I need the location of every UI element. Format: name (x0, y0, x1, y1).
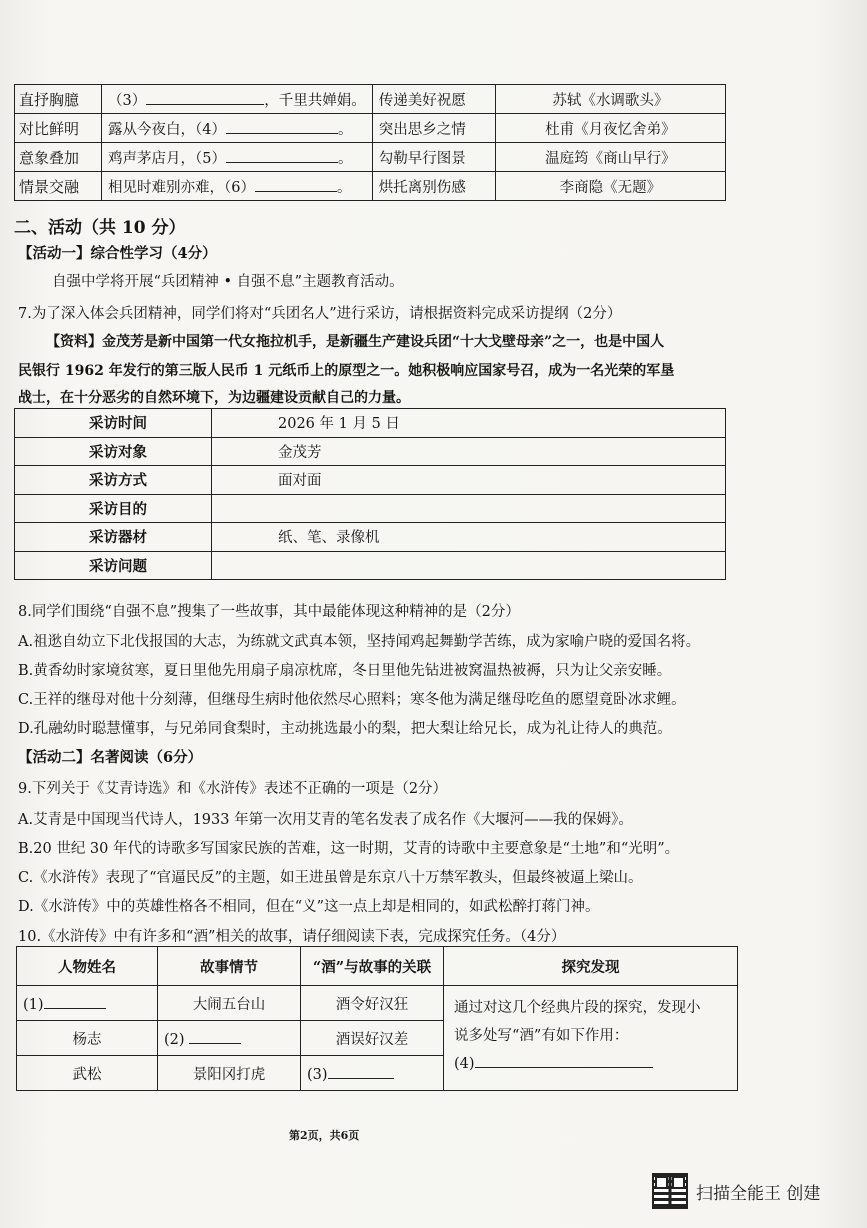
interview-key: 采访器材 (15, 523, 212, 552)
qr-code-icon (652, 1173, 688, 1209)
material-line: 战士，在十分恶劣的自然环境下，为边疆建设贡献自己的力量。 (18, 390, 410, 406)
question-7: 7.为了深入体会兵团精神，同学们将对“兵团名人”进行采访，请根据资料完成采访提纲（2分） (18, 306, 622, 322)
link-cell: (3) (301, 1056, 444, 1091)
answer-blank[interactable] (328, 1064, 394, 1079)
poem-technique-table (14, 84, 726, 201)
answer-blank[interactable] (226, 119, 338, 134)
effect-cell: 传递美好祝愿 (372, 85, 495, 114)
question-8: 8.同学们围绕“自强不息”搜集了一些故事，其中最能体现这种精神的是（2分） (18, 604, 520, 620)
column-header: “酒”与故事的关联 (301, 947, 444, 986)
activity1-title: 【活动一】综合性学习（4分） (18, 245, 217, 262)
poem-line-cell: （3） ，千里共婵娟。 (102, 85, 373, 114)
name-cell: 武松 (17, 1056, 158, 1091)
answer-blank[interactable] (44, 994, 106, 1009)
table-row (15, 437, 726, 466)
interview-key: 采访目的 (15, 494, 212, 523)
source-cell: 苏轼《水调歌头》 (495, 85, 725, 114)
finding-text: 说多处写“酒”有如下作用： (454, 1028, 629, 1044)
interview-key: 采访时间 (15, 409, 212, 438)
interview-answer-field[interactable] (212, 494, 726, 523)
effect-cell: 勾勒早行图景 (372, 143, 495, 172)
plot-cell: 景阳冈打虎 (158, 1056, 301, 1091)
table-row (15, 114, 726, 143)
effect-cell: 突出思乡之情 (372, 114, 495, 143)
table-row (15, 409, 726, 438)
scanner-brand (652, 1173, 820, 1209)
option-c[interactable]: C.《水浒传》表现了“官逼民反”的主题，如王进虽曾是东京八十万禁军教头，但最终被逼上梁山。 (18, 870, 643, 886)
finding-cell (444, 986, 738, 1091)
table-row (15, 494, 726, 523)
question-10: 10.《水浒传》中有许多和“酒”相关的故事，请仔细阅读下表，完成探究任务。（4分） (18, 929, 566, 945)
source-cell: 杜甫《月夜忆舍弟》 (495, 114, 725, 143)
interview-value: 金茂芳 (212, 437, 726, 466)
table-row (15, 466, 726, 495)
answer-blank[interactable] (255, 177, 337, 192)
page-number: 第2页，共6页 (289, 1129, 360, 1142)
interview-answer-field[interactable] (212, 551, 726, 580)
table-header-row (17, 947, 738, 986)
interview-key: 采访方式 (15, 466, 212, 495)
column-header: 探究发现 (444, 947, 738, 986)
poem-line-cell: 鸡声茅店月，（5） 。 (102, 143, 373, 172)
source-cell: 温庭筠《商山早行》 (495, 143, 725, 172)
answer-blank[interactable] (475, 1053, 653, 1068)
column-header: 故事情节 (158, 947, 301, 986)
section-title: 二、活动（共 10 分） (14, 218, 186, 238)
table-row (15, 85, 726, 114)
technique-cell: 直抒胸臆 (15, 85, 102, 114)
interview-value: 纸、笔、录像机 (212, 523, 726, 552)
table-row (15, 143, 726, 172)
table-row (15, 551, 726, 580)
water-margin-table (16, 946, 738, 1091)
finding-text: 通过对这几个经典片段的探究，发现小 (454, 1000, 701, 1016)
interview-key: 采访问题 (15, 551, 212, 580)
technique-cell: 对比鲜明 (15, 114, 102, 143)
poem-line-cell: 相见时难别亦难，（6） 。 (102, 172, 373, 201)
answer-blank[interactable] (146, 90, 264, 105)
plot-cell: 大闹五台山 (158, 986, 301, 1021)
answer-blank[interactable] (226, 148, 338, 163)
material-line: 【资料】金茂芳是新中国第一代女拖拉机手，是新疆生产建设兵团“十大戈壁母亲”之一，也是中国人 (46, 334, 665, 350)
option-b[interactable]: B.黄香幼时家境贫寒，夏日里他先用扇子扇凉枕席，冬日里他先钻进被窝温热被褥，只为让父亲安睡。 (18, 663, 672, 679)
technique-cell: 情景交融 (15, 172, 102, 201)
column-header: 人物姓名 (17, 947, 158, 986)
table-row (15, 523, 726, 552)
name-cell: 杨志 (17, 1021, 158, 1056)
option-c[interactable]: C.王祥的继母对他十分刻薄，但继母生病时他依然尽心照料；寒冬他为满足继母吃鱼的愿望竟卧冰求鲤。 (18, 692, 686, 708)
source-cell: 李商隐《无题》 (495, 172, 725, 201)
interview-value: 2026 年 1 月 5 日 (212, 409, 726, 438)
option-d[interactable]: D.孔融幼时聪慧懂事，与兄弟同食梨时，主动挑选最小的梨，把大梨让给兄长，成为礼让待人的典范。 (18, 721, 672, 737)
option-a[interactable]: A.艾青是中国现当代诗人，1933 年第一次用艾青的笔名发表了成名作《大堰河——我的保姆》。 (18, 812, 633, 828)
interview-value: 面对面 (212, 466, 726, 495)
material-line: 民银行 1962 年发行的第三版人民币 1 元纸币上的原型之一。她积极响应国家号召，成为一名光荣的军垦 (18, 363, 675, 379)
effect-cell: 烘托离别伤感 (372, 172, 495, 201)
plot-cell: (2) (158, 1021, 301, 1056)
link-cell: 酒误好汉差 (301, 1021, 444, 1056)
finding-answer: (4) (454, 1050, 727, 1078)
activity-intro: 自强中学将开展“兵团精神 • 自强不息”主题教育活动。 (52, 274, 404, 290)
poem-line-cell: 露从今夜白，（4） 。 (102, 114, 373, 143)
table-row (17, 986, 738, 1021)
table-row (15, 172, 726, 201)
option-a[interactable]: A.祖逖自幼立下北伐报国的大志，为练就文武真本领，坚持闻鸡起舞勤学苦练，成为家喻户晓的爱国名将。 (18, 634, 701, 650)
technique-cell: 意象叠加 (15, 143, 102, 172)
option-d[interactable]: D.《水浒传》中的英雄性格各不相同，但在“义”这一点上却是相同的，如武松醉打蒋门神。 (18, 899, 600, 915)
link-cell: 酒令好汉狂 (301, 986, 444, 1021)
question-9: 9.下列关于《艾青诗选》和《水浒传》表述不正确的一项是（2分） (18, 781, 448, 797)
interview-key: 采访对象 (15, 437, 212, 466)
answer-blank[interactable] (189, 1029, 241, 1044)
interview-outline-table (14, 408, 726, 580)
option-b[interactable]: B.20 世纪 30 年代的诗歌多写国家民族的苦难，这一时期，艾青的诗歌中主要意象是“土地”和“光明”。 (18, 841, 680, 857)
activity2-title: 【活动二】名著阅读（6分） (18, 749, 203, 766)
brand-label: 扫描全能王 创建 (696, 1183, 821, 1204)
name-cell: (1) (17, 986, 158, 1021)
